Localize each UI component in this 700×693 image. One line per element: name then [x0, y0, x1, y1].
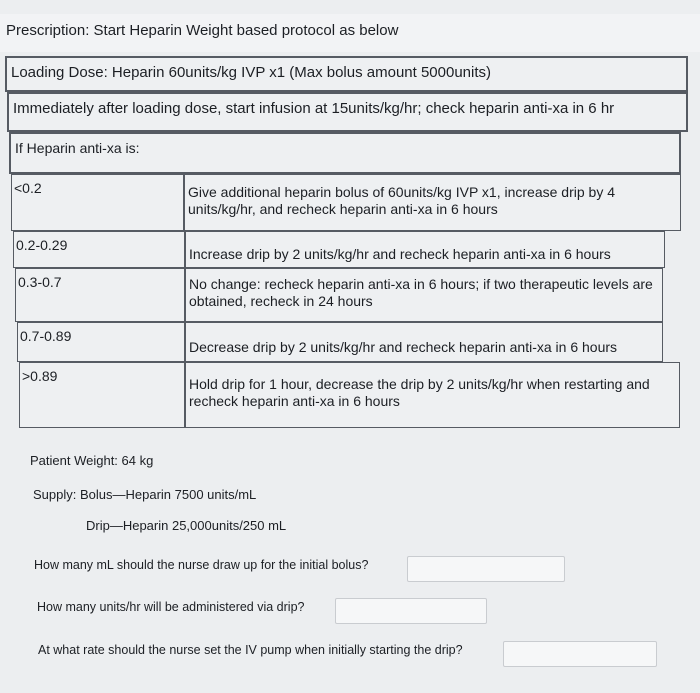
question-units-per-hr: How many units/hr will be administered via drip? — [37, 600, 305, 614]
anti-xa-level: <0.2 — [14, 180, 42, 196]
level-cell-3 — [17, 322, 185, 362]
action-cell-0 — [184, 174, 681, 231]
protocol-action: Decrease drip by 2 units/kg/hr and recheck heparin anti-xa in 6 hours — [189, 339, 618, 355]
anti-xa-header-text: If Heparin anti-xa is: — [15, 140, 140, 156]
anti-xa-level: 0.7-0.89 — [20, 328, 72, 344]
anti-xa-header-row — [9, 132, 681, 174]
anti-xa-level: 0.3-0.7 — [18, 274, 62, 290]
loading-dose-text: Loading Dose: Heparin 60units/kg IVP x1 (Max bolus amount 5000units) — [11, 64, 492, 81]
loading-dose-row — [5, 56, 688, 92]
anti-xa-level: 0.2-0.29 — [16, 237, 68, 253]
question-bolus-ml: How many mL should the nurse draw up for the initial bolus? — [34, 558, 369, 572]
supply-drip: Drip—Heparin 25,000units/250 mL — [86, 518, 287, 533]
infusion-start-text: Immediately after loading dose, start infusion at 15units/kg/hr; check heparin anti-xa in 6 hr — [13, 100, 615, 117]
answer-bolus-ml[interactable] — [407, 556, 565, 582]
action-cell-1 — [185, 231, 665, 268]
level-cell-1 — [13, 231, 185, 268]
supply-bolus: Supply: Bolus—Heparin 7500 units/mL — [33, 487, 257, 502]
action-cell-3 — [185, 322, 663, 362]
level-cell-0 — [11, 174, 184, 231]
protocol-action: No change: recheck heparin anti-xa in 6 hours; if two therapeutic levels are obtained, recheck in 24 hours — [189, 276, 653, 309]
protocol-action: Hold drip for 1 hour, decrease the drip by 2 units/kg/hr when restarting and recheck heparin anti-xa in 6 hours — [189, 376, 650, 409]
answer-units-per-hr[interactable] — [335, 598, 487, 624]
question-pump-rate: At what rate should the nurse set the IV pump when initially starting the drip? — [38, 643, 463, 657]
level-cell-2 — [15, 268, 185, 322]
level-cell-4 — [19, 362, 185, 428]
infusion-start-row — [7, 92, 688, 132]
action-cell-4 — [185, 362, 680, 428]
anti-xa-level: >0.89 — [22, 368, 58, 384]
answer-pump-rate[interactable] — [503, 641, 657, 667]
protocol-action: Increase drip by 2 units/kg/hr and recheck heparin anti-xa in 6 hours — [189, 246, 611, 262]
protocol-action: Give additional heparin bolus of 60units/kg IVP x1, increase drip by 4 units/kg/hr, and recheck heparin anti-xa in 6 hours — [188, 184, 615, 217]
action-cell-2 — [185, 268, 663, 322]
patient-weight: Patient Weight: 64 kg — [30, 453, 154, 468]
prescription-title: Prescription: Start Heparin Weight based protocol as below — [6, 22, 399, 39]
